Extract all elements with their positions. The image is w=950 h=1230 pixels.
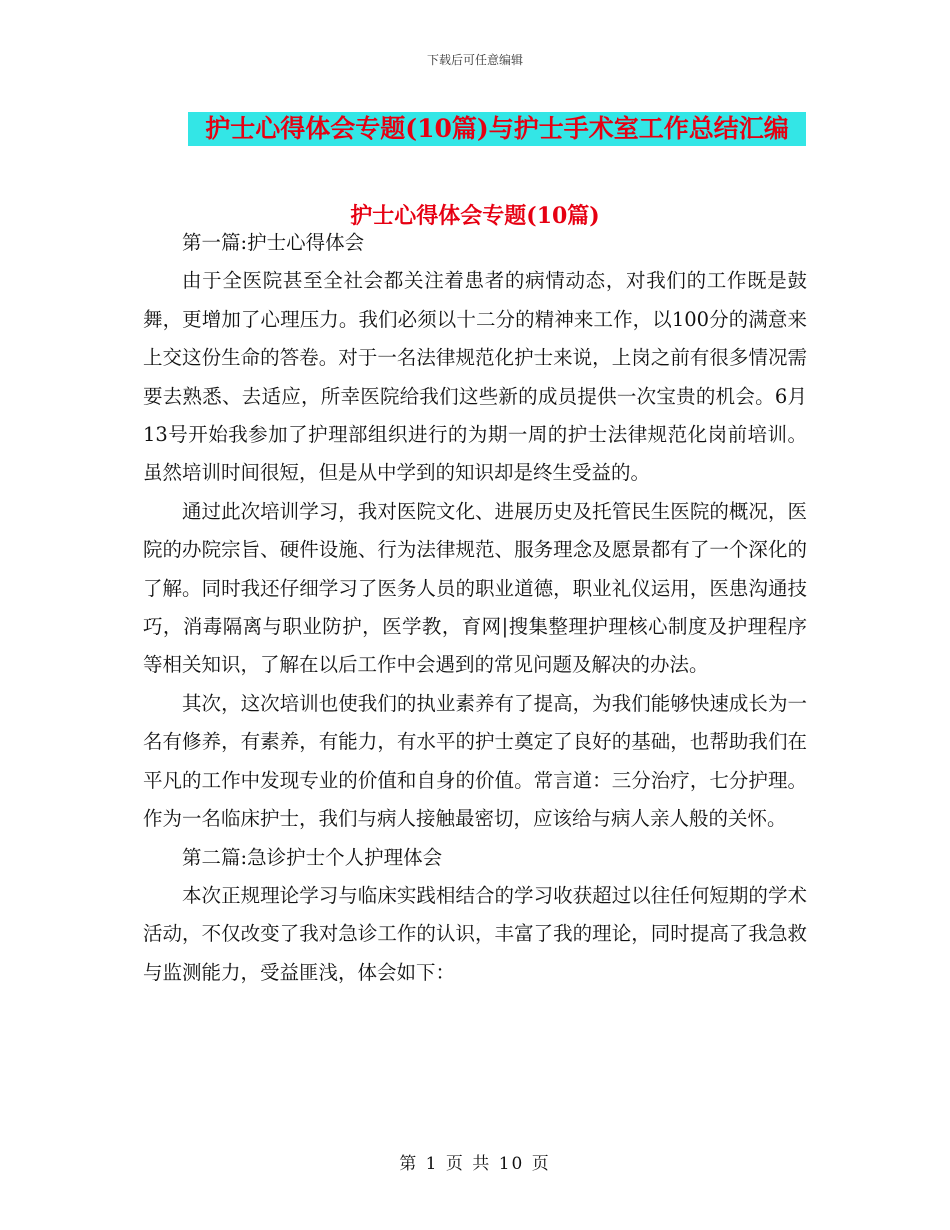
paragraph: 本次正规理论学习与临床实践相结合的学习收获超过以往任何短期的学术活动，不仅改变了我对急诊工作的认识，丰富了我的理论，同时提高了我急救与监测能力，受益匪浅，体会如下： xyxy=(143,883,807,984)
page-header-note: 下载后可任意编辑 xyxy=(426,53,523,67)
section-heading-2: 第二篇:急诊护士个人护理体会 xyxy=(182,845,443,869)
main-title-highlight xyxy=(188,112,806,146)
document-body xyxy=(143,218,807,992)
page-number: 第 1 页 共 10 页 xyxy=(399,1154,551,1174)
section-heading-1: 第一篇:护士心得体会 xyxy=(182,231,365,254)
paragraph: 通过此次培训学习，我对医院文化、进展历史及托管民生医院的概况，医院的办院宗旨、硬件设施、行为法律规范、服务理念及愿景都有了一个深化的了解。同时我还仔细学习了医务人员的职业道德，职业礼仪运用，医患沟通技巧，消毒隔离与职业防护，医学教，育网|搜集整理护理核心制度及护理程序等相关知识，了解在以后工作中会遇到的常见问题及解决的办法。 xyxy=(143,499,807,677)
main-title: 护士心得体会专题(10篇)与护士手术室工作总结汇编 xyxy=(205,114,789,143)
paragraph: 其次，这次培训也使我们的执业素养有了提高，为我们能够快速成长为一名有修养，有素养，有能力，有水平的护士奠定了良好的基础，也帮助我们在平凡的工作中发现专业的价值和自身的价值。常言道：三分治疗，七分护理。作为一名临床护士，我们与病人接触最密切，应该给与病人亲人般的关怀。 xyxy=(143,691,807,831)
section-subtitle: 护士心得体会专题(10篇) xyxy=(350,203,600,229)
paragraph: 由于全医院甚至全社会都关注着患者的病情动态，对我们的工作既是鼓舞，更增加了心理压力。我们必须以十二分的精神来工作，以100分的满意来上交这份生命的答卷。对于一名法律规范化护士来说，上岗之前有很多情况需要去熟悉、去适应，所幸医院给我们这些新的成员提供一次宝贵的机会。6月13号开始我参加了护理部组织进行的为期一周的护士法律规范化岗前培训。虽然培训时间很短，但是从中学到的知识却是终生受益的。 xyxy=(143,269,807,485)
